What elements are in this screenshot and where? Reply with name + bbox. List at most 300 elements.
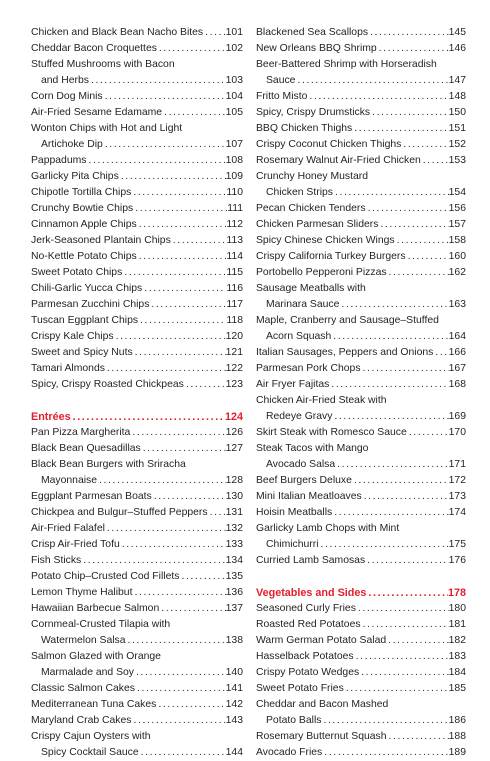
toc-entry: [31, 569, 243, 585]
dot-leader: [359, 665, 448, 681]
entry-title: Air Fryer Fajitas: [256, 379, 330, 390]
entry-title: Rosemary Butternut Squash: [256, 731, 387, 742]
page-number: 116: [226, 283, 243, 294]
dot-leader: [395, 233, 449, 249]
entry-title: Watermelon Salsa: [41, 635, 126, 646]
toc-left-column: [31, 25, 243, 761]
toc-entry: [256, 217, 466, 233]
page-number: 108: [225, 155, 243, 166]
toc-entry: [256, 153, 466, 169]
section-spacer: [31, 393, 243, 409]
toc-entry-first-line: [256, 521, 466, 537]
dot-leader: [321, 713, 448, 729]
page-number: 110: [226, 187, 243, 198]
entry-title: BBQ Chicken Thighs: [256, 123, 353, 134]
entry-title: Italian Sausages, Peppers and Onions: [256, 347, 434, 358]
dot-leader: [361, 617, 449, 633]
toc-entry: [256, 41, 466, 57]
entry-title: Seasoned Curly Fries: [256, 603, 356, 614]
page-number: 173: [448, 491, 466, 502]
dot-leader: [133, 345, 226, 361]
toc-entry: [256, 345, 466, 361]
page-number: 158: [448, 235, 466, 246]
page-number: 122: [225, 363, 243, 374]
toc-entry: [31, 489, 243, 505]
toc-entry-first-line: [31, 57, 243, 73]
page-number: 186: [448, 715, 466, 726]
page-number: 143: [225, 715, 243, 726]
entry-title: Sweet and Spicy Nuts: [31, 347, 133, 358]
dot-leader: [157, 41, 226, 57]
page-number: 152: [448, 139, 466, 150]
entry-title: Crunchy Bowtie Chips: [31, 203, 134, 214]
entry-title: Cheddar Bacon Croquettes: [31, 43, 157, 54]
entry-title: Chicken Parmesan Sliders: [256, 219, 379, 230]
dot-leader: [152, 489, 226, 505]
page-number: 103: [225, 75, 243, 86]
toc-entry: [256, 297, 466, 313]
entry-title: Crunchy Honey Mustard: [256, 171, 369, 182]
toc-entry: [256, 201, 466, 217]
entry-title: Acorn Squash: [266, 331, 332, 342]
entry-title: Cornmeal-Crusted Tilapia with: [31, 619, 171, 630]
entry-title: Crispy Kale Chips: [31, 331, 114, 342]
toc-entry: [256, 617, 466, 633]
page-number: 145: [448, 27, 466, 38]
toc-entry: [31, 281, 243, 297]
toc-entry: [256, 537, 466, 553]
page-number: 178: [447, 587, 466, 599]
entry-title: Sweet Potato Fries: [256, 683, 344, 694]
entry-title: Fish Sticks: [31, 555, 82, 566]
entry-title: Tamari Almonds: [31, 363, 105, 374]
dot-leader: [179, 569, 225, 585]
section-title: Entrées: [31, 411, 71, 423]
toc-entry: [31, 265, 243, 281]
dot-leader: [126, 633, 226, 649]
toc-entry: [31, 553, 243, 569]
toc-entry: [31, 73, 243, 89]
toc-right-column: [256, 25, 466, 761]
dot-leader: [89, 73, 226, 89]
page-number: 146: [448, 43, 466, 54]
dot-leader: [105, 361, 226, 377]
toc-entry-first-line: [31, 457, 243, 473]
entry-title: Hasselback Potatoes: [256, 651, 354, 662]
entry-title: Maryland Crab Cakes: [31, 715, 132, 726]
toc-entry: [256, 361, 466, 377]
dot-leader: [208, 505, 226, 521]
page-number: 141: [225, 683, 243, 694]
page-number: 140: [225, 667, 243, 678]
toc-entry: [31, 297, 243, 313]
toc-entry: [256, 713, 466, 729]
entry-title: Warm German Potato Salad: [256, 635, 387, 646]
toc-entry: [256, 73, 466, 89]
dot-leader: [81, 553, 225, 569]
page-number: 166: [448, 347, 466, 358]
dot-leader: [407, 425, 449, 441]
page-number: 128: [225, 475, 243, 486]
entry-title: Tuscan Eggplant Chips: [31, 315, 139, 326]
page-number: 167: [448, 363, 466, 374]
entry-title: Mayonnaise: [41, 475, 98, 486]
page-number: 172: [448, 475, 466, 486]
entry-title: Classic Salmon Cakes: [31, 683, 135, 694]
entry-title: Marmalade and Soy: [41, 667, 134, 678]
entry-title: Avocado Salsa: [266, 459, 336, 470]
entry-title: Garlicky Pita Chips: [31, 171, 119, 182]
entry-title: Crispy Cajun Oysters with: [31, 731, 151, 742]
entry-title: Crispy Coconut Chicken Thighs: [256, 139, 402, 150]
toc-entry: [256, 249, 466, 265]
dot-leader: [401, 137, 448, 153]
dot-leader: [322, 745, 448, 761]
dot-leader: [332, 409, 448, 425]
page-number: 135: [225, 571, 243, 582]
toc-entry: [256, 489, 466, 505]
dot-leader: [137, 249, 227, 265]
page-number: 151: [448, 123, 466, 134]
page-number: 113: [226, 235, 243, 246]
toc-entry: [31, 153, 243, 169]
page-number: 170: [448, 427, 466, 438]
entry-title: Avocado Fries: [256, 747, 323, 758]
page-number: 157: [448, 219, 466, 230]
dot-leader: [331, 329, 448, 345]
entry-title: Jerk-Seasoned Plantain Chips: [31, 235, 171, 246]
dot-leader: [352, 473, 449, 489]
toc-entry-first-line: [31, 617, 243, 633]
dot-leader: [361, 361, 449, 377]
entry-title: Chickpea and Bulgur–Stuffed Peppers: [31, 507, 208, 518]
page-number: 180: [448, 603, 466, 614]
dot-leader: [344, 681, 449, 697]
page-number: 107: [225, 139, 243, 150]
toc-entry: [256, 457, 466, 473]
entry-title: Skirt Steak with Romesco Sauce: [256, 427, 407, 438]
toc-entry: [31, 441, 243, 457]
dot-leader: [356, 601, 449, 617]
entry-title: Chicken Air-Fried Steak with: [256, 395, 387, 406]
toc-entry: [256, 409, 466, 425]
page-number: 162: [448, 267, 466, 278]
toc-entry: [31, 25, 243, 41]
entry-title: Marinara Sauce: [266, 299, 340, 310]
toc-entry: [31, 633, 243, 649]
toc-entry: [31, 521, 243, 537]
entry-title: Air-Fried Sesame Edamame: [31, 107, 163, 118]
entry-title: Maple, Cranberry and Sausage–Stuffed: [256, 315, 439, 326]
dot-leader: [114, 329, 226, 345]
toc-entry-first-line: [256, 393, 466, 409]
dot-leader: [139, 745, 226, 761]
toc-entry: [31, 585, 243, 601]
dot-leader: [86, 153, 225, 169]
entry-title: No-Kettle Potato Chips: [31, 251, 137, 262]
toc-entry-first-line: [256, 281, 466, 297]
dot-leader: [332, 505, 448, 521]
page-number: 176: [448, 555, 466, 566]
toc-entry-first-line: [256, 441, 466, 457]
entry-title: Pan Pizza Margherita: [31, 427, 131, 438]
page-number: 150: [448, 107, 466, 118]
entry-title: Parmesan Zucchini Chips: [31, 299, 150, 310]
dot-leader: [135, 681, 226, 697]
page-number: 169: [448, 411, 466, 422]
toc-entry: [31, 41, 243, 57]
dot-leader: [184, 377, 226, 393]
entry-title: Sausage Meatballs with: [256, 283, 366, 294]
dot-leader: [406, 249, 449, 265]
page-number: 124: [224, 411, 243, 423]
page-number: 118: [226, 315, 243, 326]
toc-entry-first-line: [256, 697, 466, 713]
dot-leader: [370, 105, 449, 121]
entry-title: Salmon Glazed with Orange: [31, 651, 161, 662]
page-number: 114: [226, 251, 243, 262]
dot-leader: [162, 105, 226, 121]
dot-leader: [365, 553, 449, 569]
entry-title: Portobello Pepperoni Pizzas: [256, 267, 387, 278]
toc-entry: [31, 345, 243, 361]
page-number: 164: [448, 331, 466, 342]
dot-leader: [71, 409, 225, 425]
toc-entry: [31, 105, 243, 121]
toc-entry: [256, 185, 466, 201]
dot-leader: [159, 601, 225, 617]
dot-leader: [133, 201, 227, 217]
dot-leader: [387, 729, 449, 745]
dot-leader: [333, 185, 449, 201]
entry-title: Cinnamon Apple Chips: [31, 219, 137, 230]
entry-title: Chicken Strips: [266, 187, 333, 198]
page-number: 142: [225, 699, 243, 710]
toc-entry: [256, 649, 466, 665]
dot-leader: [131, 713, 225, 729]
dot-leader: [307, 89, 448, 105]
toc-entry: [256, 377, 466, 393]
toc-entry: [31, 361, 243, 377]
entry-title: Artichoke Dip: [41, 139, 103, 150]
dot-leader: [132, 585, 225, 601]
entry-title: Crispy California Turkey Burgers: [256, 251, 406, 262]
toc-section-heading: [31, 409, 243, 425]
toc-entry: [31, 505, 243, 521]
page-number: 102: [225, 43, 243, 54]
dot-leader: [137, 217, 227, 233]
toc-entry: [31, 473, 243, 489]
page-number: 175: [448, 539, 466, 550]
page-number: 134: [225, 555, 243, 566]
dot-leader: [103, 89, 226, 105]
toc-entry: [31, 185, 243, 201]
dot-leader: [295, 73, 448, 89]
entry-title: Air-Fried Falafel: [31, 523, 105, 534]
entry-title: Garlicky Lamb Chops with Mint: [256, 523, 400, 534]
toc-entry: [256, 681, 466, 697]
entry-title: Fritto Misto: [256, 91, 308, 102]
page-number: 109: [225, 171, 243, 182]
dot-leader: [138, 313, 226, 329]
dot-leader: [378, 217, 448, 233]
toc-entry: [31, 601, 243, 617]
page-number: 148: [448, 91, 466, 102]
page-number: 163: [448, 299, 466, 310]
entry-title: Chipotle Tortilla Chips: [31, 187, 132, 198]
page-number: 183: [448, 651, 466, 662]
entry-title: Black Bean Burgers with Sriracha: [31, 459, 186, 470]
toc-entry: [256, 729, 466, 745]
page-number: 121: [225, 347, 243, 358]
page-number: 154: [448, 187, 466, 198]
entry-title: Spicy Chinese Chicken Wings: [256, 235, 395, 246]
page-number: 120: [225, 331, 243, 342]
page-number: 136: [225, 587, 243, 598]
page-number: 144: [225, 747, 243, 758]
toc-entry: [31, 233, 243, 249]
page-number: 132: [225, 523, 243, 534]
toc-entry: [256, 633, 466, 649]
entry-title: Hawaiian Barbecue Salmon: [31, 603, 160, 614]
page-number: 112: [226, 219, 243, 230]
toc-entry-first-line: [256, 169, 466, 185]
toc-entry: [256, 425, 466, 441]
toc-entry: [256, 329, 466, 345]
dot-leader: [366, 585, 448, 601]
dot-leader: [335, 457, 449, 473]
entry-title: Mediterranean Tuna Cakes: [31, 699, 157, 710]
page-number: 168: [448, 379, 466, 390]
toc-entry: [256, 473, 466, 489]
dot-leader: [433, 345, 448, 361]
entry-title: Blackened Sea Scallops: [256, 27, 369, 38]
dot-leader: [130, 425, 225, 441]
entry-title: Lemon Thyme Halibut: [31, 587, 133, 598]
page-number: 126: [225, 427, 243, 438]
entry-title: Eggplant Parmesan Boats: [31, 491, 152, 502]
dot-leader: [103, 137, 226, 153]
dot-leader: [156, 697, 225, 713]
dot-leader: [141, 441, 226, 457]
toc-entry: [256, 505, 466, 521]
page-number: 104: [225, 91, 243, 102]
entry-title: and Herbs: [41, 75, 89, 86]
dot-leader: [387, 265, 449, 281]
entry-title: Pecan Chicken Tenders: [256, 203, 366, 214]
toc-entry: [31, 169, 243, 185]
toc-entry: [31, 201, 243, 217]
dot-leader: [171, 233, 227, 249]
entry-title: Crisp Air-Fried Tofu: [31, 539, 120, 550]
toc-entry: [31, 89, 243, 105]
page-number: 138: [225, 635, 243, 646]
entry-title: Hoisin Meatballs: [256, 507, 333, 518]
page-number: 185: [448, 683, 466, 694]
toc-entry: [31, 377, 243, 393]
page-number: 188: [448, 731, 466, 742]
entry-title: Spicy Cocktail Sauce: [41, 747, 139, 758]
dot-leader: [354, 649, 449, 665]
toc-entry: [31, 329, 243, 345]
toc-entry: [31, 697, 243, 713]
page-number: 182: [448, 635, 466, 646]
page-number: 160: [448, 251, 466, 262]
entry-title: Corn Dog Minis: [31, 91, 103, 102]
entry-title: Mini Italian Meatloaves: [256, 491, 362, 502]
toc-entry-first-line: [256, 57, 466, 73]
entry-title: Rosemary Walnut Air-Fried Chicken: [256, 155, 421, 166]
page-number: 117: [226, 299, 243, 310]
dot-leader: [339, 297, 448, 313]
entry-title: Stuffed Mushrooms with Bacon: [31, 59, 175, 70]
toc-entry: [256, 137, 466, 153]
page-number: 130: [225, 491, 243, 502]
entry-title: Chicken and Black Bean Nacho Bites: [31, 27, 204, 38]
entry-title: Black Bean Quesadillas: [31, 443, 141, 454]
entry-title: Chimichurri: [266, 539, 319, 550]
dot-leader: [203, 25, 226, 41]
entry-title: Redeye Gravy: [266, 411, 333, 422]
toc-entry: [256, 105, 466, 121]
toc-entry: [31, 249, 243, 265]
entry-title: Crispy Potato Wedges: [256, 667, 360, 678]
dot-leader: [368, 25, 449, 41]
page-number: 189: [448, 747, 466, 758]
toc-entry: [31, 665, 243, 681]
entry-title: Beef Burgers Deluxe: [256, 475, 352, 486]
toc-entry: [31, 713, 243, 729]
dot-leader: [134, 665, 226, 681]
toc-entry: [256, 265, 466, 281]
entry-title: Beer-Battered Shrimp with Horseradish: [256, 59, 437, 70]
toc-entry-first-line: [31, 121, 243, 137]
toc-entry: [256, 601, 466, 617]
dot-leader: [352, 121, 448, 137]
toc-entry: [31, 537, 243, 553]
toc-entry: [31, 425, 243, 441]
toc-entry: [31, 313, 243, 329]
toc-entry: [31, 681, 243, 697]
entry-title: Potato Balls: [266, 715, 322, 726]
page-number: 101: [225, 27, 243, 38]
toc-entry: [256, 233, 466, 249]
page-number: 123: [225, 379, 243, 390]
entry-title: Sauce: [266, 75, 296, 86]
page-number: 184: [448, 667, 466, 678]
entry-title: Parmesan Pork Chops: [256, 363, 361, 374]
entry-title: Sweet Potato Chips: [31, 267, 123, 278]
dot-leader: [377, 41, 449, 57]
section-title: Vegetables and Sides: [256, 587, 367, 599]
dot-leader: [105, 521, 226, 537]
entry-title: Wonton Chips with Hot and Light: [31, 123, 183, 134]
entry-title: Chili-Garlic Yucca Chips: [31, 283, 143, 294]
toc-entry: [31, 137, 243, 153]
toc-entry-first-line: [31, 649, 243, 665]
entry-title: Roasted Red Potatoes: [256, 619, 361, 630]
page-number: 156: [448, 203, 466, 214]
dot-leader: [149, 297, 226, 313]
page-number: 147: [448, 75, 466, 86]
page-number: 105: [225, 107, 243, 118]
entry-title: Potato Chip–Crusted Cod Fillets: [31, 571, 180, 582]
entry-title: New Orleans BBQ Shrimp: [256, 43, 377, 54]
toc-entry: [31, 217, 243, 233]
toc-section-heading: [256, 585, 466, 601]
dot-leader: [421, 153, 449, 169]
page-number: 181: [448, 619, 466, 630]
